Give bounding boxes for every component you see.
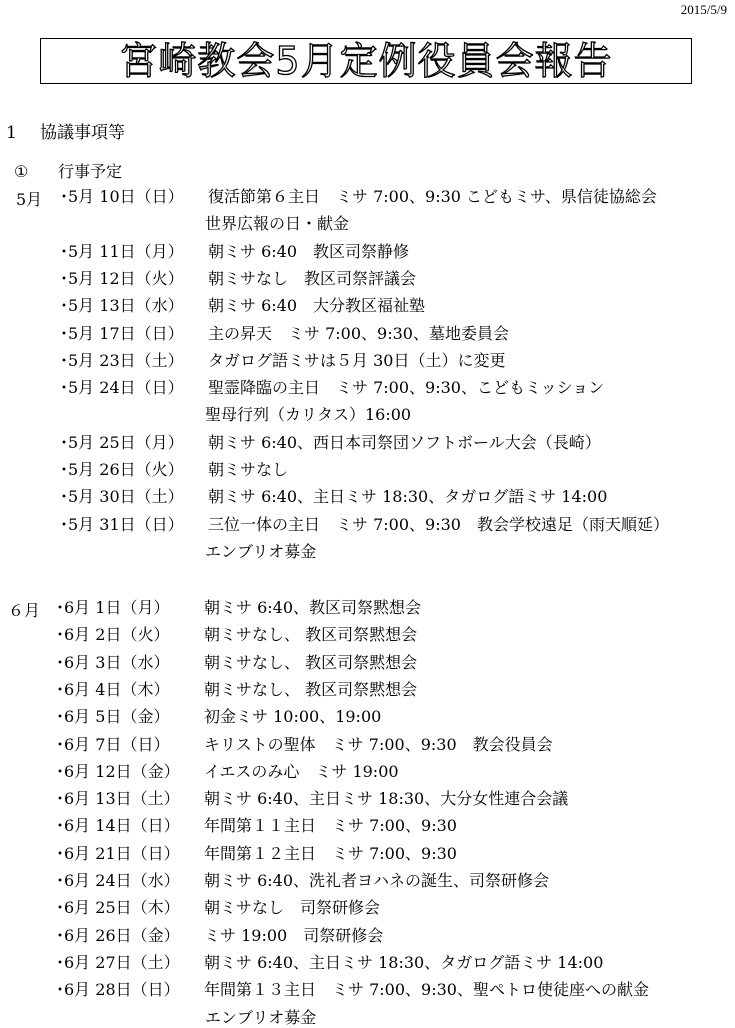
bullet: ・ — [52, 925, 69, 945]
bullet: ・ — [52, 816, 69, 836]
subsection-number: ① — [14, 162, 29, 181]
schedule-date: 5月 11日（月） — [68, 241, 184, 261]
bullet: ・ — [52, 652, 69, 672]
schedule-description: 朝ミサ 6:40、教区司祭黙想会 — [204, 598, 422, 617]
schedule-description: タガログ語ミサは５月 30日（土）に変更 — [208, 350, 506, 370]
schedule-date: 6月 14日（日） — [64, 816, 180, 836]
schedule-description: 朝ミサ 6:40、主日ミサ 18:30、大分女性連合会議 — [204, 789, 569, 809]
schedule-date: 6月 26日（金） — [64, 925, 180, 945]
bullet: ・ — [52, 871, 69, 890]
schedule-description: 年間第１１主日 ミサ 7:00、9:30 — [204, 816, 457, 836]
subsection-heading — [14, 159, 122, 182]
report-date: 2015/5/9 — [680, 2, 727, 17]
schedule-date: 6月 13日（土） — [64, 789, 180, 809]
schedule-description: 年間第１３主日 ミサ 7:00、9:30、聖ペトロ使徒座への献金 — [204, 980, 649, 1000]
section-heading — [6, 118, 125, 143]
bullet: ・ — [52, 898, 69, 918]
schedule-date: 6月 28日（日） — [64, 980, 180, 1000]
schedule-description: 年間第１２主日 ミサ 7:00、9:30 — [204, 843, 457, 863]
bullet: ・ — [56, 460, 73, 479]
schedule-continuation: エンブリオ募金 — [205, 1007, 317, 1027]
schedule-continuation: エンブリオ募金 — [205, 541, 317, 561]
bullet: ・ — [56, 296, 73, 316]
schedule-date: 6月 25日（木） — [64, 898, 180, 918]
bullet: ・ — [52, 952, 69, 972]
schedule-description: 朝ミサなし、 教区司祭黙想会 — [204, 679, 418, 699]
bullet: ・ — [52, 761, 69, 781]
schedule-description: キリストの聖体 ミサ 7:00、9:30 教会役員会 — [204, 734, 553, 754]
bullet: ・ — [56, 241, 73, 261]
bullet: ・ — [56, 432, 73, 452]
bullet: ・ — [56, 514, 73, 534]
schedule-description: 朝ミサ 6:40 大分教区福祉塾 — [208, 296, 426, 316]
bullet: ・ — [56, 487, 73, 507]
schedule-date: 5月 25日（月） — [68, 432, 184, 452]
schedule-date: 5月 30日（土） — [68, 487, 184, 507]
schedule-date: 5月 26日（火） — [68, 460, 184, 479]
bullet: ・ — [56, 350, 73, 370]
schedule-date: 6月 7日（日） — [64, 734, 170, 754]
schedule-date: 6月 1日（月） — [64, 598, 170, 617]
schedule-date: 5月 31日（日） — [68, 514, 184, 534]
section-label: 協議事項等 — [40, 123, 125, 143]
schedule-description: 三位一体の主日 ミサ 7:00、9:30 教会学校遠足（雨天順延） — [208, 514, 669, 534]
schedule-date: 6月 27日（土） — [64, 952, 180, 972]
bullet: ・ — [52, 707, 69, 727]
month-label: 5月 — [16, 190, 43, 209]
bullet: ・ — [52, 980, 69, 1000]
bullet: ・ — [52, 789, 69, 809]
bullet: ・ — [56, 268, 73, 288]
schedule-description: 朝ミサなし 教区司祭評議会 — [208, 268, 417, 288]
schedule-date: 5月 12日（火） — [68, 268, 184, 288]
schedule-date: 6月 21日（日） — [64, 843, 180, 863]
schedule-date: 6月 3日（水） — [64, 652, 170, 672]
schedule-date: 5月 17日（日） — [68, 323, 184, 343]
schedule-description: イエスのみ心 ミサ 19:00 — [204, 761, 399, 781]
schedule-description: 聖霊降臨の主日 ミサ 7:00、9:30、こどもミッション — [208, 378, 605, 398]
schedule-continuation: 世界広報の日・献金 — [205, 214, 350, 234]
bullet: ・ — [52, 598, 69, 617]
schedule-description: 朝ミサなし 司祭研修会 — [204, 898, 381, 918]
schedule-date: 6月 2日（火） — [64, 625, 170, 645]
schedule-description: 朝ミサ 6:40、主日ミサ 18:30、タガログ語ミサ 14:00 — [204, 952, 604, 972]
schedule-description: 朝ミサ 6:40、西日本司祭団ソフトボール大会（長崎） — [208, 432, 601, 452]
schedule-description: ミサ 19:00 司祭研修会 — [204, 925, 384, 945]
bullet: ・ — [52, 843, 69, 863]
bullet: ・ — [52, 734, 69, 754]
subsection-label: 行事予定 — [58, 162, 123, 181]
schedule-description: 復活節第６主日 ミサ 7:00、9:30 こどもミサ、県信徒協総会 — [208, 187, 657, 206]
schedule-date: 5月 13日（水） — [68, 296, 184, 316]
schedule-date: 6月 12日（金） — [64, 761, 180, 781]
schedule-description: 朝ミサなし — [208, 460, 289, 479]
schedule-continuation: 聖母行列（カリタス）16:00 — [205, 405, 412, 425]
schedule-description: 朝ミサ 6:40、洗礼者ヨハネの誕生、司祭研修会 — [204, 871, 550, 890]
schedule-date: 6月 24日（水） — [64, 871, 180, 890]
schedule-date: 5月 23日（土） — [68, 350, 184, 370]
schedule-date: 6月 5日（金） — [64, 707, 170, 727]
month-label: ６月 — [8, 601, 41, 620]
schedule-description: 朝ミサ 6:40、主日ミサ 18:30、タガログ語ミサ 14:00 — [208, 487, 608, 507]
schedule-description: 初金ミサ 10:00、19:00 — [204, 707, 382, 727]
schedule-description: 朝ミサ 6:40 教区司祭静修 — [208, 241, 410, 261]
section-number: 1 — [6, 123, 17, 143]
bullet: ・ — [56, 378, 73, 398]
bullet: ・ — [56, 323, 73, 343]
bullet: ・ — [52, 679, 69, 699]
bullet: ・ — [56, 187, 73, 206]
schedule-description: 朝ミサなし、 教区司祭黙想会 — [204, 625, 418, 645]
schedule-description: 主の昇天 ミサ 7:00、9:30、墓地委員会 — [208, 323, 509, 343]
schedule-date: 5月 10日（日） — [68, 187, 184, 206]
schedule-date: 6月 4日（木） — [64, 679, 170, 699]
bullet: ・ — [52, 625, 69, 645]
schedule-date: 5月 24日（日） — [68, 378, 184, 398]
page-title: 宮崎教会5月定例役員会報告 — [40, 38, 692, 84]
schedule-description: 朝ミサなし、 教区司祭黙想会 — [204, 652, 418, 672]
